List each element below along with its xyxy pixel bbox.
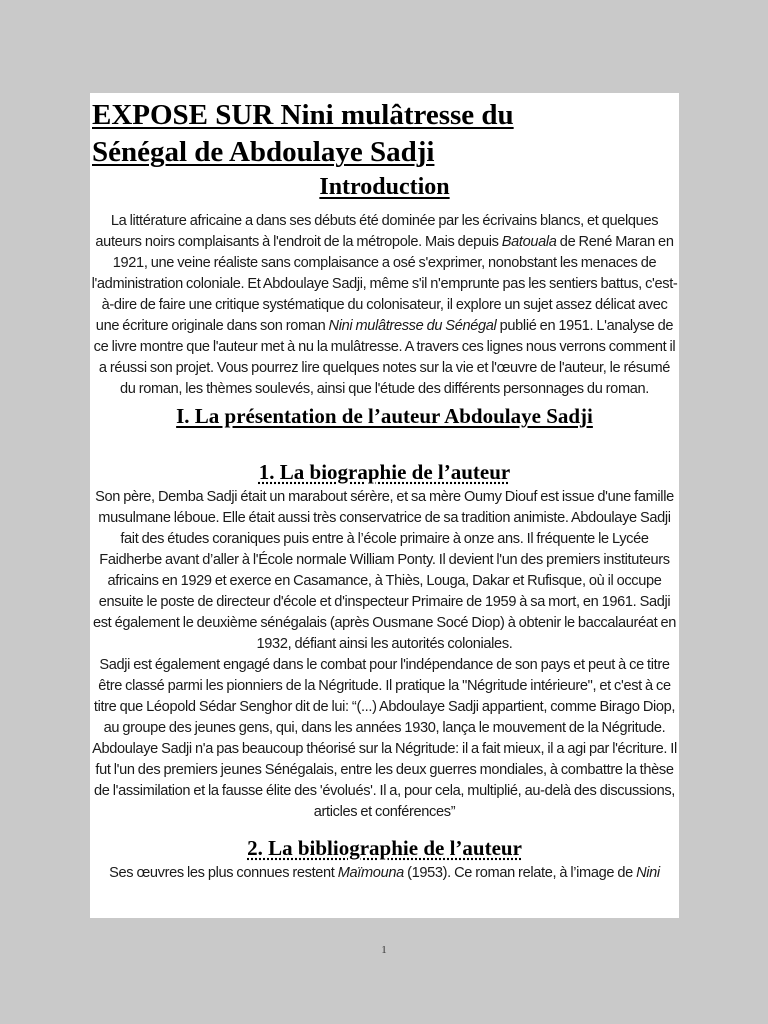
introduction-heading [90,171,679,203]
introduction-heading-text: Introduction [319,174,450,200]
text-run: La littérature africaine a dans ses débuts été dominée par les écrivains blancs, et quelques auteurs noirs complaisants à l'endroit de la métropole. Mais depuis [95,213,659,250]
bibliography-heading [90,833,679,863]
text-run: Ses œuvres les plus connues restent [109,865,338,881]
italic-title-text: Maïmouna [337,865,404,881]
biography-paragraph-1: Son père, Demba Sadji était un marabout sérère, et sa mère Oumy Diouf est issue d'une famille musulmane léboue. Elle était aussi très conservatrice de sa tradition animiste. Abdoulaye Sadji fait des études coraniques puis entre à l’école primaire à onze ans. Il fréquente le Lycée Faidherbe avant d’aller à l'École normale William Ponty. Il devient l'un des premiers instituteurs africains en 1929 et exerce en Casamance, à Thiès, Louga, Dakar et Rufisque, où il occupe ensuite le poste de directeur d'école et d'inspecteur Primaire de 1959 à sa mort, en 1961. Sadji est également le deuxième sénégalais (après Ousmane Socé Diop) à obtenir le baccalauréat en 1932, défiant ainsi les autorités coloniales. [92,489,677,652]
biography-heading [90,457,679,487]
biography-paragraph-2: Sadji est également engagé dans le combat pour l'indépendance de son pays et peut à ce titre être classé parmi les pionniers de la Négritude. Il pratique la "Négritude intérieure", et c'est à ce titre que Léopold Sédar Senghor dit de lui: “(...) Abdoulaye Sadji appartient, comme Birago Diop, au groupe des jeunes gens, qui, dans les années 1930, lança le mouvement de la Négritude. Abdoulaye Sadji n'a pas beaucoup théorisé sur la Négritude: il a fait mieux, il a agi par l'écriture. Il fut l'un des premiers jeunes Sénégalais, entre les deux guerres mondiales, à combattre la thèse de l'assimilation et la fausse élite des 'évolués'. Il a, pour cela, multiplié, au-delà des discussions, articles et conférences” [92,657,677,820]
title-line-1: EXPOSE SUR Nini mulâtresse du [92,99,514,131]
section-1-heading-text: I. La présentation de l’auteur Abdoulaye Sadji [176,404,593,428]
bibliography-heading-text: 2. La bibliographie de l’auteur [247,836,522,860]
text-run: publié en 1951. L'analyse de ce livre montre que l'auteur met à nu la mulâtresse. A travers ces lignes nous verrons comment il a réussi son projet. Vous pourrez lire quelques notes sur la vie et l'œuvre de l'auteur, le résumé du roman, les thèmes soulevés, ainsi que l'étude des différents personnages du roman. [93,318,676,397]
bibliography-paragraph [90,863,679,884]
italic-title-text: Nini mulâtresse du Sénégal [328,318,497,334]
page-number: 1 [381,944,387,956]
document-page [90,93,679,918]
text-run: (1953). Ce roman relate, à l’image de [403,865,637,881]
document-title [90,93,679,171]
biography-heading-text: 1. La biographie de l’auteur [258,460,511,484]
text-run: de René Maran en 1921, une veine réaliste sans complaisance a osé s'exprimer, nonobstant les menaces de l'administration coloniale. Et Abdoulaye Sadji, même s'il n'emprunte pas les sentiers battus, c'est-à-dire de faire une critique systématique du colonisateur, il explore un sujet assez délicat avec une écriture originale dans son roman [91,234,678,334]
italic-title-text: Batouala [501,234,557,250]
introduction-paragraph [90,211,679,400]
italic-title-text: Nini [636,865,660,881]
section-1-heading [90,401,679,431]
title-line-2: Sénégal de Abdoulaye Sadji [92,136,435,168]
